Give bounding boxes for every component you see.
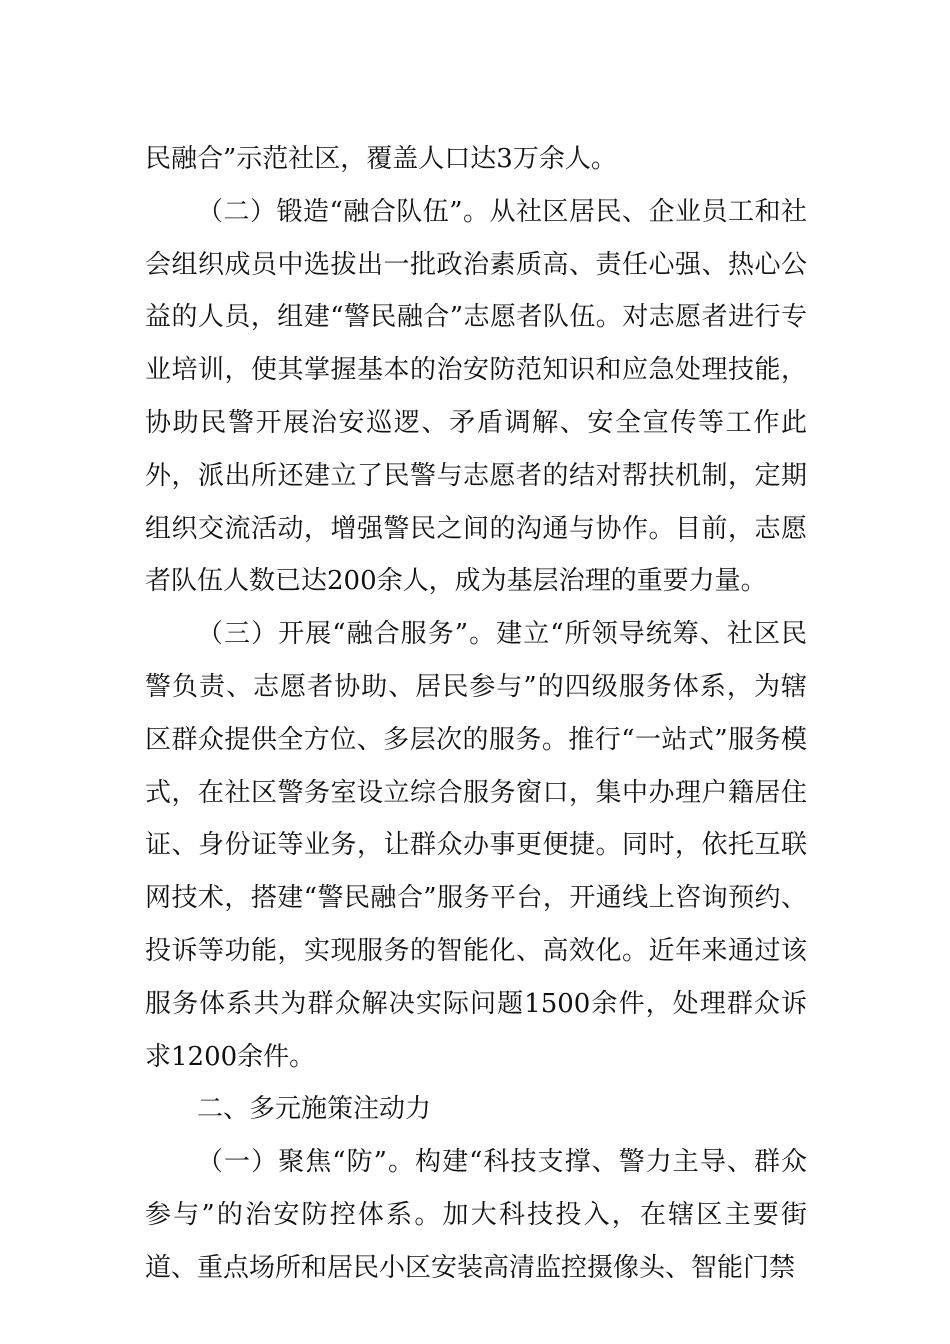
paragraph-subsection-1: （一）聚焦“防”。构建“科技支撑、警力主导、群众参与”的治安防控体系。加大科技投入，在辖区主要街道、重点场所和居民小区安装高清监控摄像头、智能门禁 (145, 1147, 807, 1283)
paragraph-continuation: 民融合”示范社区，覆盖人口达3万余人。 (145, 144, 617, 174)
document-body (145, 133, 807, 1295)
section-heading: 二、多元施策注动力 (197, 1094, 432, 1125)
paragraph-section-2: （二）锻造“融合队伍”。从社区居民、企业员工和社会组织成员中选拔出一批政治素质高、责任心强、热心公益的人员，组建“警民融合”志愿者队伍。对志愿者进行专业培训，使其掌握基本的治安防范知识和应急处理技能，协助民警开展治安巡逻、矛盾调解、安全宣传等工作此外，派出所还建立了民警与志愿者的结对帮扶机制，定期组织交流活动，增强警民之间的沟通与协作。目前，志愿者队伍人数已达200余人，成为基层治理的重要力量。 (145, 196, 807, 597)
paragraph-section-3: （三）开展“融合服务”。建立“所领导统筹、社区民警负责、志愿者协助、居民参与”的四级服务体系，为辖区群众提供全方位、多层次的服务。推行“一站式”服务模式，在社区警务室设立综合服务窗口，集中办理户籍居住证、身份证等业务，让群众办事更便捷。同时，依托互联网技术，搭建“警民融合”服务平台，开通线上咨询预约、投诉等功能，实现服务的智能化、高效化。近年来通过该服务体系共为群众解决实际问题1500余件，处理群众诉求1200余件。 (145, 619, 807, 1072)
